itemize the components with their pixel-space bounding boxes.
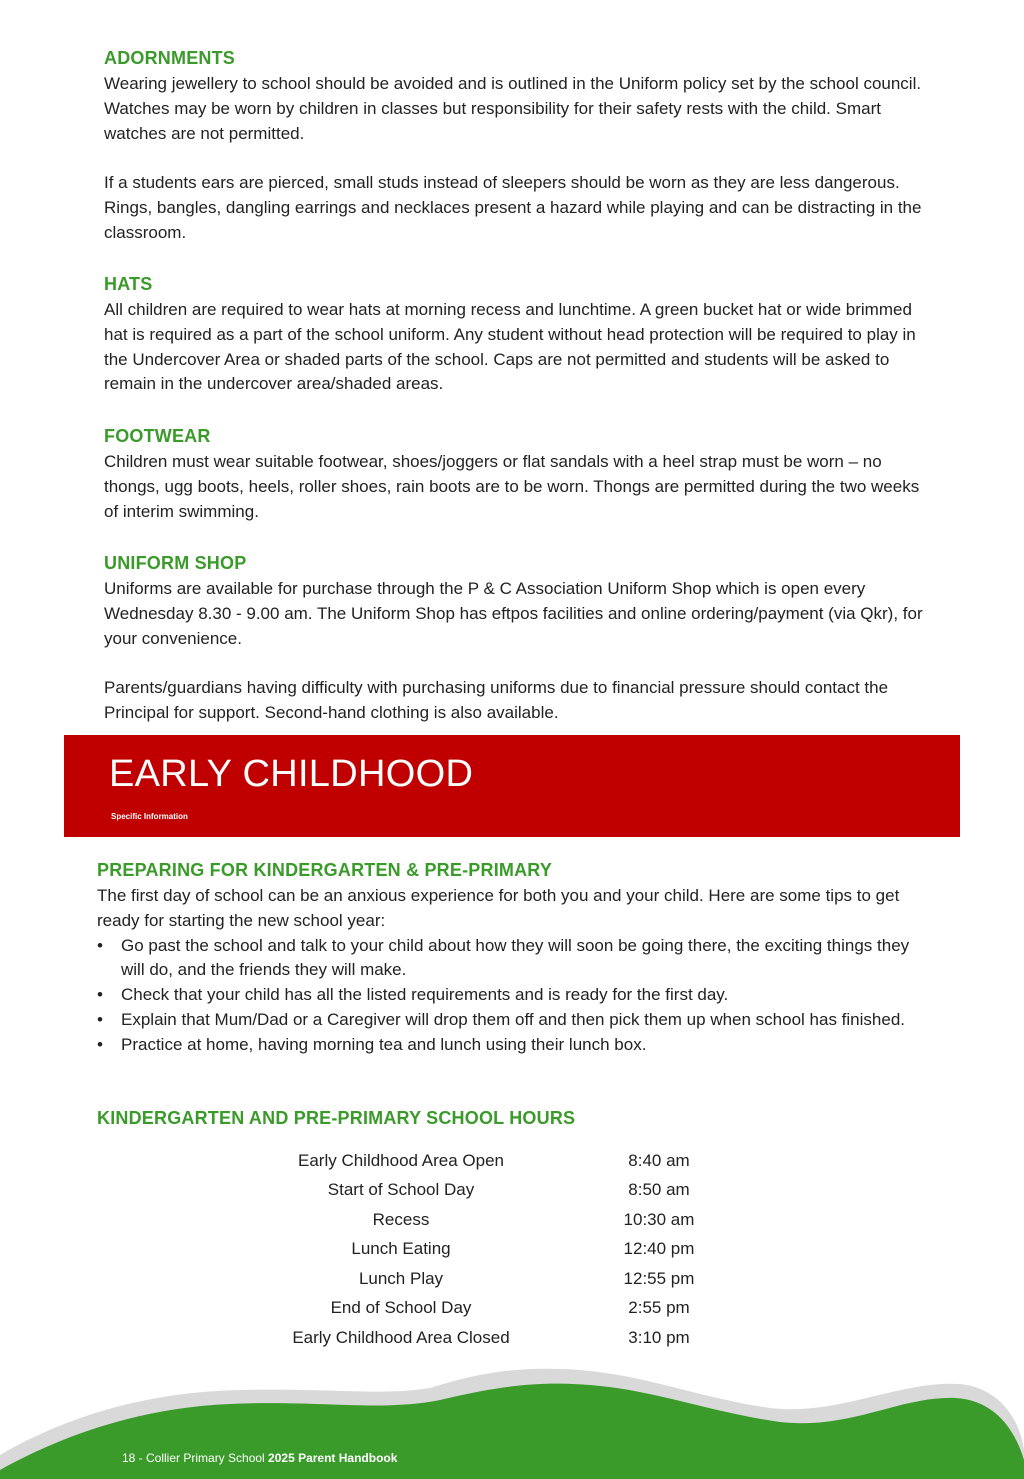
tips-list [97,934,927,1058]
tip-text: Check that your child has all the listed requirements and is ready for the first day. [121,985,729,1005]
activity-cell: Lunch Play [358,1268,444,1288]
uniform-shop-section [104,551,924,726]
preparing-section [97,858,927,1058]
activity-cell: Early Childhood Area Open [297,1150,505,1170]
list-item [97,934,927,984]
hours-section [97,1106,927,1132]
time-cell: 12:55 pm [623,1268,695,1288]
activity-cell: Recess [372,1209,430,1229]
time-cell: 12:40 pm [623,1239,695,1259]
uniform-shop-paragraph-2: Parents/guardians having difficulty with purchasing uniforms due to financial pressure should contact the Principal for support. Second-hand clothing is also available. [104,678,889,722]
preparing-intro: The first day of school can be an anxious experience for both you and your child. Here are some tips to get ready for starting the new school year: [97,886,900,930]
footer-prefix: 18 - Collier Primary School [122,1451,269,1465]
list-item [97,1033,927,1058]
footer-title: 2025 Parent Handbook [268,1451,398,1465]
hours-heading: KINDERGARTEN AND PRE-PRIMARY SCHOOL HOURS [97,1108,576,1128]
adornments-section [104,46,924,246]
tip-text: Go past the school and talk to your child about how they will soon be going there, the exciting things they will do, and the friends they will make. [121,935,910,980]
tip-text: Explain that Mum/Dad or a Caregiver will drop them off and then pick them up when school has finished. [121,1009,905,1029]
uniform-shop-heading: UNIFORM SHOP [104,553,247,573]
adornments-heading: ADORNMENTS [104,48,235,68]
footer-text [122,1451,397,1465]
table-row [268,1264,784,1294]
time-cell: 8:40 am [628,1150,690,1170]
banner-subtitle: Specific Information [111,812,188,821]
activity-cell: Early Childhood Area Closed [292,1327,510,1347]
time-cell: 2:55 pm [628,1298,690,1318]
list-item [97,1008,927,1033]
hours-table [268,1146,784,1353]
table-row [268,1323,784,1353]
time-cell: 10:30 am [623,1209,695,1229]
bullet: • [97,985,103,1005]
bullet: • [97,1034,103,1054]
table-row [268,1146,784,1176]
tip-text: Practice at home, having morning tea and lunch using their lunch box. [121,1034,647,1054]
footwear-heading: FOOTWEAR [104,426,211,446]
time-cell: 8:50 am [628,1180,690,1200]
banner-title: EARLY CHILDHOOD [109,753,474,795]
preparing-heading: PREPARING FOR KINDERGARTEN & PRE-PRIMARY [97,860,553,880]
activity-cell: Lunch Eating [351,1239,451,1259]
hats-heading: HATS [104,274,153,294]
table-row [268,1294,784,1324]
bullet: • [97,935,103,955]
activity-cell: End of School Day [330,1298,472,1318]
time-cell: 3:10 pm [628,1327,690,1347]
activity-cell: Start of School Day [327,1180,475,1200]
uniform-shop-paragraph-1: Uniforms are available for purchase through the P & C Association Uniform Shop which is open every Wednesday 8.30 - 9.00 am. The Uniform Shop has eftpos facilities and online ordering/payment (via Qkr), for your convenience. [104,579,923,648]
footwear-section [104,424,924,524]
list-item [97,983,927,1008]
adornments-paragraph-1: Wearing jewellery to school should be avoided and is outlined in the Uniform policy set by the school council. Watches may be worn by children in classes but responsibility for their safety rests with the child. Smart watches are not permitted. [104,74,922,143]
adornments-paragraph-2: If a students ears are pierced, small studs instead of sleepers should be worn as they are less dangerous. Rings, bangles, dangling earrings and necklaces present a hazard while playing and can be distracting in the classroom. [104,173,922,242]
table-row [268,1205,784,1235]
hats-paragraph: All children are required to wear hats at morning recess and lunchtime. A green bucket hat or wide brimmed hat is required as a part of the school uniform. Any student without head protection will be required to play in the Undercover Area or shaded parts of the school. Caps are not permitted and students will be asked to remain in the undercover area/shaded areas. [104,300,916,394]
table-row [268,1235,784,1265]
hats-section [104,272,924,397]
bullet: • [97,1009,103,1029]
table-row [268,1176,784,1206]
footwear-paragraph: Children must wear suitable footwear, shoes/joggers or flat sandals with a heel strap must be worn – no thongs, ugg boots, heels, roller shoes, rain boots are to be worn. Thongs are permitted during the two weeks of interim swimming. [104,452,920,521]
early-childhood-banner [64,735,960,837]
